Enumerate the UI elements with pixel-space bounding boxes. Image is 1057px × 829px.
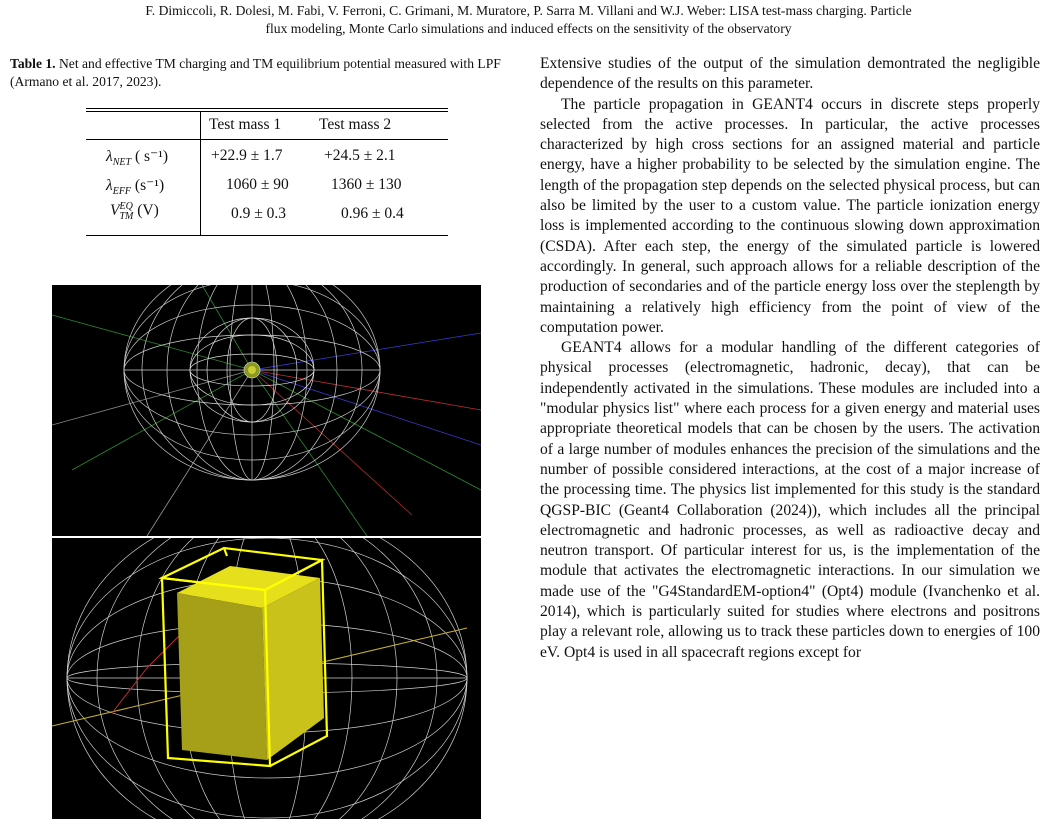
table-caption xyxy=(10,55,525,90)
row-v-eq-tm1: 0.9 ± 0.3 xyxy=(231,205,287,222)
spacecraft-wireframe-view xyxy=(52,285,481,536)
left-column xyxy=(10,55,525,222)
header-line-2: flux modeling, Monte Carlo simulations and induced effects on the sensitivity of the observatory xyxy=(265,21,792,36)
test-mass-closeup-view xyxy=(52,538,481,819)
row-v-eq-label: VEQ TM (V) xyxy=(110,201,159,222)
table-bottom-rule xyxy=(86,235,448,236)
paragraph-3: GEANT4 allows for a modular handling of the different categories of physical processes (electromagnetic, hadronic, decay), that can be independently activated in the simulations. These modules are included into a "modular physics list" where each process for a given energy and material uses appropriate theoretical models that can be chosen by the users. The activation of a large number of modules enhances the precision of the simulations and the number of possible considered interactions, at the cost of a major increase of the processing time. The physics list implemented for this study is the standard QGSP-BIC (Geant4 Collaboration (2024)), which includes all the principal electromagnetic and hadronic processes, as well as radioactive decay and neutron transport. Of particular interest for us, is the implementation of the module that activates the electromagnetic interactions. In our simulation we made use of the "G4StandardEM-option4" (Opt4) module (Ivanchenko et al. 2014), which is particularly suited for studies where electrons and positrons play a relevant role, allowing us to track these particles down to energies of 100 eV. Opt4 is used in all spacecraft regions except for xyxy=(540,339,1040,661)
row-v-eq-tm2: 0.96 ± 0.4 xyxy=(341,205,404,222)
geant4-geometry-figure xyxy=(52,285,481,819)
row-lambda-net-tm2: +24.5 ± 2.1 xyxy=(324,147,396,164)
table-top-rule xyxy=(86,108,448,112)
running-header xyxy=(0,2,1057,38)
test-mass-core xyxy=(248,366,256,374)
table-caption-label: Table 1. xyxy=(10,56,56,71)
table-caption-text: Net and effective TM charging and TM equilibrium potential measured with LPF (Armano et al. 2017, 2023). xyxy=(10,56,501,89)
header-line-1: F. Dimiccoli, R. Dolesi, M. Fabi, V. Ferroni, C. Grimani, M. Muratore, P. Sarra M. Villani and W.J. Weber: LISA test-mass charging. Particle xyxy=(145,3,912,18)
table-header-tm2: Test mass 2 xyxy=(319,116,392,133)
table-header-rule xyxy=(86,139,448,140)
row-lambda-net-tm1: +22.9 ± 1.7 xyxy=(211,147,283,164)
body-text-column xyxy=(540,54,1040,663)
paragraph-2: The particle propagation in GEANT4 occurs in discrete steps properly selected from the active processes. In particular, the active processes characterized by high cross sections for an assigned material and particle energy, have a higher probability to be selected by the simulation engine. The length of the propagation step depends on the selected physical process, but can also be limited by the user to a custom value. The particle ionization energy loss is implemented according to the continuous slowing down approximation (CSDA). After each step, the energy of the simulated particle is lowered accordingly. In general, such approach allows for a reliable description of the production of secondaries and of the particle energy loss over the steplength by maintaining a relatively high efficiency from the point of view of the computation power. xyxy=(540,95,1040,336)
row-lambda-eff-tm2: 1360 ± 130 xyxy=(331,176,402,193)
table-column-divider xyxy=(200,112,201,235)
row-lambda-net-label: $\lambda_{NET}$ ( s⁻¹) xyxy=(106,148,168,169)
paragraph-1: Extensive studies of the output of the simulation demontrated the negligible dependence of the results on this parameter. xyxy=(540,55,1040,93)
table-header-tm1: Test mass 1 xyxy=(209,116,282,133)
row-lambda-eff-tm1: 1060 ± 90 xyxy=(226,176,289,193)
row-lambda-eff-label: $\lambda_{EFF}$ (s⁻¹) xyxy=(106,177,165,198)
test-mass-cube xyxy=(177,566,324,760)
